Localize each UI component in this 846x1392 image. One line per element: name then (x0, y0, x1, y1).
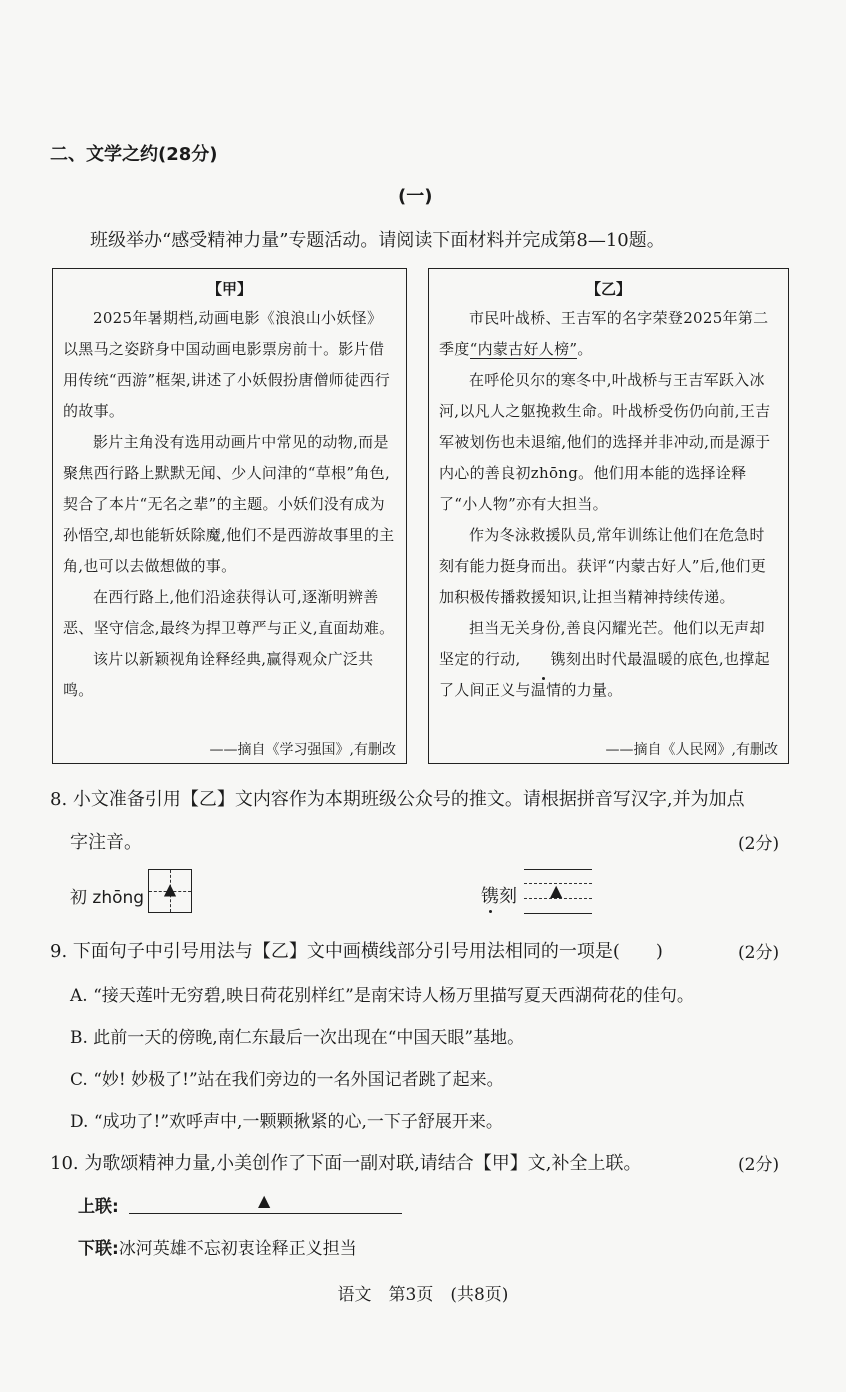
upper-couplet-blank[interactable] (129, 1213, 402, 1214)
page-footer: 语文 第3页 (共8页) (337, 1285, 509, 1305)
blank-triangle-icon: ▲ (258, 1191, 271, 1210)
dotted-character: 镌 (521, 644, 566, 675)
q10-stem: 10. 为歌颂精神力量,小美创作了下面一副对联,请结合【甲】文,补全上联。 (50, 1153, 642, 1174)
pinyin-line-bottom (524, 913, 592, 914)
q8-item2-char2: 刻 (499, 886, 517, 907)
passage-a-heading: 【甲】 (206, 280, 252, 298)
upper-couplet-label: 上联: (78, 1197, 119, 1217)
passage-b-paragraph-1 (439, 303, 778, 365)
passage-b-paragraph-4 (439, 613, 778, 706)
passage-b-p1-end: 。 (577, 340, 593, 358)
lower-couplet-text: 冰河英雄不忘初衷诠释正义担当 (118, 1239, 357, 1259)
passage-b-p1-text: 市民叶战桥、王吉军的名字荣登2025年第二季度 (439, 309, 769, 358)
passage-a-paragraph-3: 在西行路上,他们沿途获得认可,逐渐明辨善恶、坚守信念,最终为捍卫尊严与正义,直面劫难。 (63, 588, 395, 637)
q8-item2-label (481, 882, 517, 908)
lower-couplet-label: 下联: (78, 1239, 119, 1259)
passage-b-box (428, 268, 789, 764)
passage-a-source: ——摘自《学习强国》,有删改 (209, 742, 396, 758)
blank-triangle-icon: ▲ (163, 879, 177, 899)
q9-score: (2分) (738, 943, 780, 963)
answer-grid-box[interactable] (148, 869, 192, 913)
q9-option-c[interactable]: C. “妙! 妙极了!”站在我们旁边的一名外国记者跳了起来。 (70, 1070, 504, 1090)
q8-stem-line1: 8. 小文准备引用【乙】文内容作为本期班级公众号的推文。请根据拼音写汉字,并为加点 (50, 789, 745, 810)
passage-a-paragraph-1: 2025年暑期档,动画电影《浪浪山小妖怪》以黑马之姿跻身中国动画电影票房前十。影片借用传统“西游”框架,讲述了小妖假扮唐僧师徒西行的故事。 (63, 309, 391, 420)
q8-score: (2分) (738, 834, 780, 854)
dotted-character: 镌 (481, 882, 499, 908)
passage-b-paragraph-2: 在呼伦贝尔的寒冬中,叶战桥与王吉军跃入冰河,以凡人之躯挽救生命。叶战桥受伤仍向前,王吉军被划伤也未退缩,他们的选择并非冲动,而是源于内心的善良初zhōng。他们用本能的选择诠释了“小人物”亦有大担当。 (439, 371, 771, 513)
q8-item1-label: 初 zhōng (70, 888, 145, 908)
passage-b-heading: 【乙】 (585, 280, 631, 298)
passage-a-paragraph-2: 影片主角没有选用动画片中常见的动物,而是聚焦西行路上默默无闻、少人问津的“草根”角色,契合了本片“无名之辈”的主题。小妖们没有成为孙悟空,却也能斩妖除魔,他们不是西游故事里的主角,也可以去做想做的事。 (63, 433, 395, 575)
blank-triangle-icon: ▲ (550, 881, 563, 900)
q8-stem-line2: 字注音。 (70, 832, 142, 853)
q9-stem: 9. 下面句子中引号用法与【乙】文中画横线部分引号用法相同的一项是( ) (50, 941, 663, 962)
q9-option-a[interactable]: A. “接天莲叶无穷碧,映日荷花别样红”是南宋诗人杨万里描写夏天西湖荷花的佳句。 (70, 986, 694, 1006)
pinyin-four-line-grid[interactable] (524, 868, 592, 914)
q10-score: (2分) (738, 1155, 780, 1175)
intro-text: 班级举办“感受精神力量”专题活动。请阅读下面材料并完成第8—10题。 (90, 230, 665, 251)
passage-b-source: ——摘自《人民网》,有删改 (605, 742, 778, 758)
pinyin-line-top (524, 869, 592, 870)
part-title: (一) (398, 186, 433, 207)
passage-b-p4-text: 担当无关身份,善良闪耀光芒。他们以无声却坚定的行动, (439, 619, 765, 668)
passage-a-box (52, 268, 407, 764)
passage-b-paragraph-3: 作为冬泳救援队员,常年训练让他们在危急时刻有能力挺身而出。获评“内蒙古好人”后,他们更加积极传播救援知识,让担当精神持续传递。 (439, 526, 767, 606)
passage-b-p4-rest: 刻出时代最温暖的底色,也撑起了人间正义与温情的力量。 (439, 650, 770, 699)
lower-couplet (78, 1234, 357, 1259)
q9-option-d[interactable]: D. “成功了!”欢呼声中,一颗颗揪紧的心,一下子舒展开来。 (70, 1112, 503, 1132)
q9-option-b[interactable]: B. 此前一天的傍晚,南仁东最后一次出现在“中国天眼”基地。 (70, 1028, 525, 1048)
passage-a-paragraph-4: 该片以新颖视角诠释经典,赢得观众广泛共鸣。 (63, 650, 374, 699)
section-title: 二、文学之约(28分) (50, 144, 218, 165)
underlined-quote: “内蒙古好人榜” (469, 340, 578, 358)
